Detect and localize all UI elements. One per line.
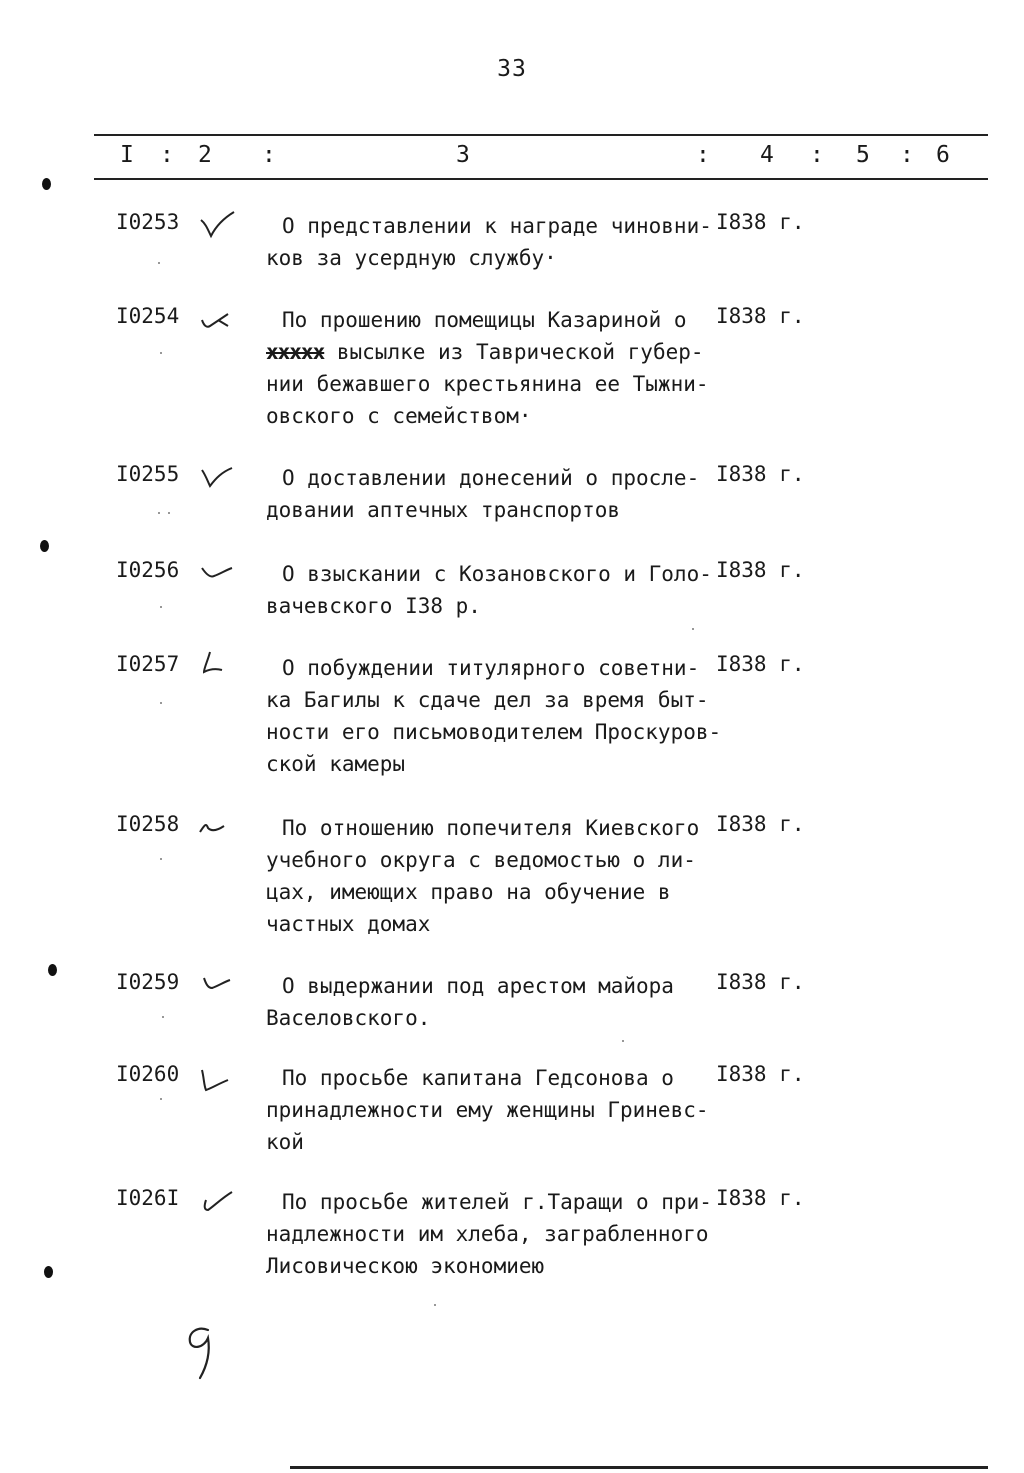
column-header-4: 4	[760, 142, 774, 168]
record-title-line: По просьбе капитана Гедсонова о	[282, 1066, 674, 1090]
record-title-line: О представлении к награде чиновни-	[282, 214, 712, 238]
struck-out-word: xxxxx	[266, 340, 325, 364]
record-title-line-text: высылке из Таврической губер-	[336, 340, 704, 364]
handwritten-number-9	[178, 1320, 228, 1384]
scan-speck	[168, 512, 170, 514]
check-mark-icon	[198, 966, 238, 1002]
record-year: I838 г.	[716, 652, 805, 676]
header-rule-top	[94, 134, 988, 136]
record-year: I838 г.	[716, 812, 805, 836]
record-title	[266, 558, 716, 622]
record-title	[266, 652, 722, 780]
record-number: I0257	[116, 652, 180, 676]
record-title-line: нии бежавшего крестьянина ее Тыжни-	[266, 372, 709, 396]
record-title-line: О побуждении титулярного советни-	[282, 656, 700, 680]
check-mark-icon	[198, 554, 238, 590]
scan-speck	[160, 606, 162, 608]
column-header-2: 2	[198, 142, 212, 168]
punch-hole	[44, 1266, 53, 1278]
column-header-1: I	[120, 142, 134, 168]
column-header-3: 3	[456, 142, 470, 168]
scan-speck	[158, 262, 160, 264]
record-year: I838 г.	[716, 304, 805, 328]
record-title-line: Васеловского.	[266, 1006, 431, 1030]
record-number: I026I	[116, 1186, 180, 1210]
record-title	[266, 304, 716, 432]
column-header-5: 5	[856, 142, 870, 168]
record-title-line: кой	[266, 1130, 304, 1154]
record-title-line: довании аптечных транспортов	[266, 498, 621, 522]
scan-speck	[160, 352, 162, 354]
column-separator: :	[810, 142, 824, 168]
record-title-line: О доставлении донесений о просле-	[282, 466, 700, 490]
scan-speck	[160, 702, 162, 704]
column-separator: :	[900, 142, 914, 168]
scan-speck	[162, 1016, 164, 1018]
record-title-line: О выдержании под арестом майора	[282, 974, 674, 998]
record-title-line: овского с семейством·	[266, 404, 532, 428]
record-title	[266, 812, 716, 940]
column-separator: :	[696, 142, 710, 168]
scan-speck	[160, 858, 162, 860]
page-number: 33	[497, 56, 527, 82]
record-title-line: Лисовическою экономиею	[266, 1254, 545, 1278]
record-year: I838 г.	[716, 210, 805, 234]
record-number: I0258	[116, 812, 180, 836]
record-title-line: По просьбе жителей г.Таращи о при-	[282, 1190, 712, 1214]
record-number: I0256	[116, 558, 180, 582]
scan-speck	[158, 512, 160, 514]
record-year: I838 г.	[716, 1186, 805, 1210]
record-year: I838 г.	[716, 558, 805, 582]
check-mark-icon	[198, 458, 238, 494]
record-year: I838 г.	[716, 970, 805, 994]
check-mark-icon	[198, 648, 238, 684]
punch-hole	[40, 540, 49, 552]
record-title-line: надлежности им хлеба, заграбленного	[266, 1222, 709, 1246]
record-year: I838 г.	[716, 1062, 805, 1086]
scan-speck	[434, 1304, 436, 1306]
check-mark-icon	[198, 808, 238, 844]
record-title-line: По прошению помещицы Казариной о	[282, 308, 687, 332]
record-title	[266, 210, 716, 274]
header-rule-bottom	[94, 178, 988, 180]
record-title-line: принадлежности ему женщины Гриневс-	[266, 1098, 709, 1122]
scan-speck	[160, 1098, 162, 1100]
record-number: I0255	[116, 462, 180, 486]
column-separator: :	[262, 142, 276, 168]
punch-hole	[42, 178, 51, 190]
check-mark-icon	[198, 1058, 238, 1098]
record-title-line: частных домах	[266, 912, 431, 936]
record-title-line: По отношению попечителя Киевского	[282, 816, 700, 840]
record-title-line: ности его письмоводителем Проскуров-	[266, 720, 722, 744]
scan-speck	[622, 1040, 624, 1042]
scan-speck	[692, 628, 694, 630]
record-number: I0259	[116, 970, 180, 994]
record-title	[266, 970, 716, 1034]
record-title-line: вачевского I38 р.	[266, 594, 481, 618]
record-title-line: ка Багилы к сдаче дел за время быт-	[266, 688, 709, 712]
bottom-rule	[290, 1466, 988, 1469]
check-mark-icon	[198, 300, 238, 336]
column-header-6: 6	[936, 142, 950, 168]
record-title-line: ков за усердную службу·	[266, 246, 557, 270]
record-number: I0260	[116, 1062, 180, 1086]
check-mark-icon	[198, 206, 238, 242]
check-mark-icon	[198, 1182, 238, 1218]
record-title	[266, 462, 716, 526]
record-title-line: учебного округа с ведомостью о ли-	[266, 848, 696, 872]
record-year: I838 г.	[716, 462, 805, 486]
record-title-line: цах, имеющих право на обучение в	[266, 880, 671, 904]
record-title-line	[266, 336, 716, 368]
record-title	[266, 1186, 716, 1282]
record-number: I0254	[116, 304, 180, 328]
record-title-line: О взыскании с Козановского и Голо-	[282, 562, 712, 586]
column-separator: :	[160, 142, 174, 168]
record-title-line: ской камеры	[266, 752, 406, 776]
punch-hole	[48, 964, 57, 976]
record-number: I0253	[116, 210, 180, 234]
record-title	[266, 1062, 716, 1158]
